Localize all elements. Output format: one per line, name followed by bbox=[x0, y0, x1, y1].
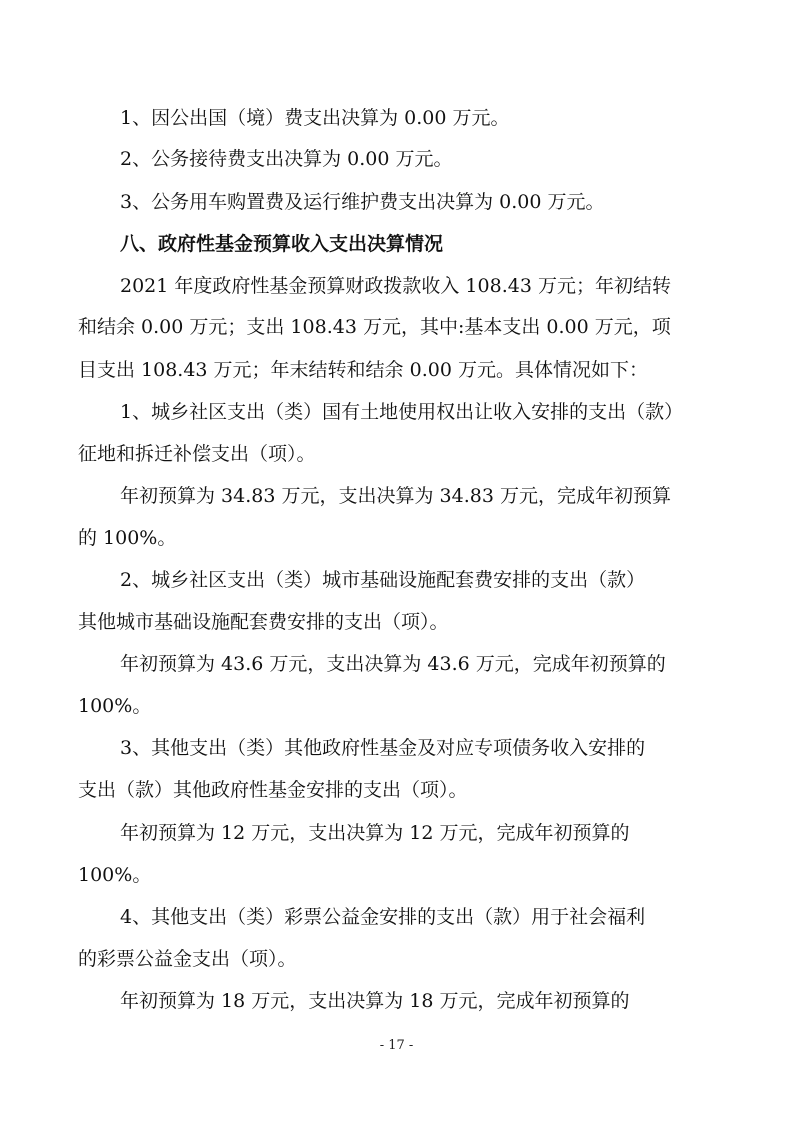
paragraph-line: 1、城乡社区支出（类）国有土地使用权出让收入安排的支出（款） bbox=[120, 401, 684, 423]
paragraph-line: 的 100%。 bbox=[78, 527, 177, 549]
paragraph-line: 征地和拆迁补偿支出（项）。 bbox=[78, 443, 316, 465]
paragraph-line: 100%。 bbox=[78, 695, 152, 717]
paragraph-line: 4、其他支出（类）彩票公益金安排的支出（款）用于社会福利 bbox=[120, 906, 646, 928]
paragraph-line: 年初预算为 18 万元，支出决算为 18 万元，完成年初预算的 bbox=[120, 990, 630, 1012]
paragraph-line: 3、公务用车购置费及运行维护费支出决算为 0.00 万元。 bbox=[120, 191, 605, 213]
paragraph-line: 支出（款）其他政府性基金安排的支出（项）。 bbox=[78, 779, 468, 801]
paragraph-line: 1、因公出国（境）费支出决算为 0.00 万元。 bbox=[120, 107, 510, 129]
paragraph-line: 和结余 0.00 万元；支出 108.43 万元，其中:基本支出 0.00 万元，项 bbox=[78, 316, 671, 338]
paragraph-line: 的彩票公益金支出（项）。 bbox=[78, 948, 297, 970]
paragraph-line: 100%。 bbox=[78, 864, 152, 886]
paragraph-line: 2、城乡社区支出（类）城市基础设施配套费安排的支出（款） bbox=[120, 569, 646, 591]
paragraph-line: 年初预算为 34.83 万元，支出决算为 34.83 万元，完成年初预算 bbox=[120, 485, 671, 507]
paragraph-line: 2、公务接待费支出决算为 0.00 万元。 bbox=[120, 148, 453, 170]
paragraph-line: 3、其他支出（类）其他政府性基金及对应专项债务收入安排的 bbox=[120, 737, 646, 759]
paragraph-line: 目支出 108.43 万元；年末结转和结余 0.00 万元。具体情况如下： bbox=[78, 359, 648, 381]
paragraph-line: 年初预算为 12 万元，支出决算为 12 万元，完成年初预算的 bbox=[120, 822, 630, 844]
paragraph-line: 2021 年度政府性基金预算财政拨款收入 108.43 万元；年初结转 bbox=[120, 275, 671, 297]
section-heading: 八、政府性基金预算收入支出决算情况 bbox=[120, 233, 444, 255]
paragraph-line: 其他城市基础设施配套费安排的支出（项）。 bbox=[78, 611, 449, 633]
paragraph-line: 年初预算为 43.6 万元，支出决算为 43.6 万元，完成年初预算的 bbox=[120, 653, 666, 675]
page-number: - 17 - bbox=[379, 1038, 414, 1053]
